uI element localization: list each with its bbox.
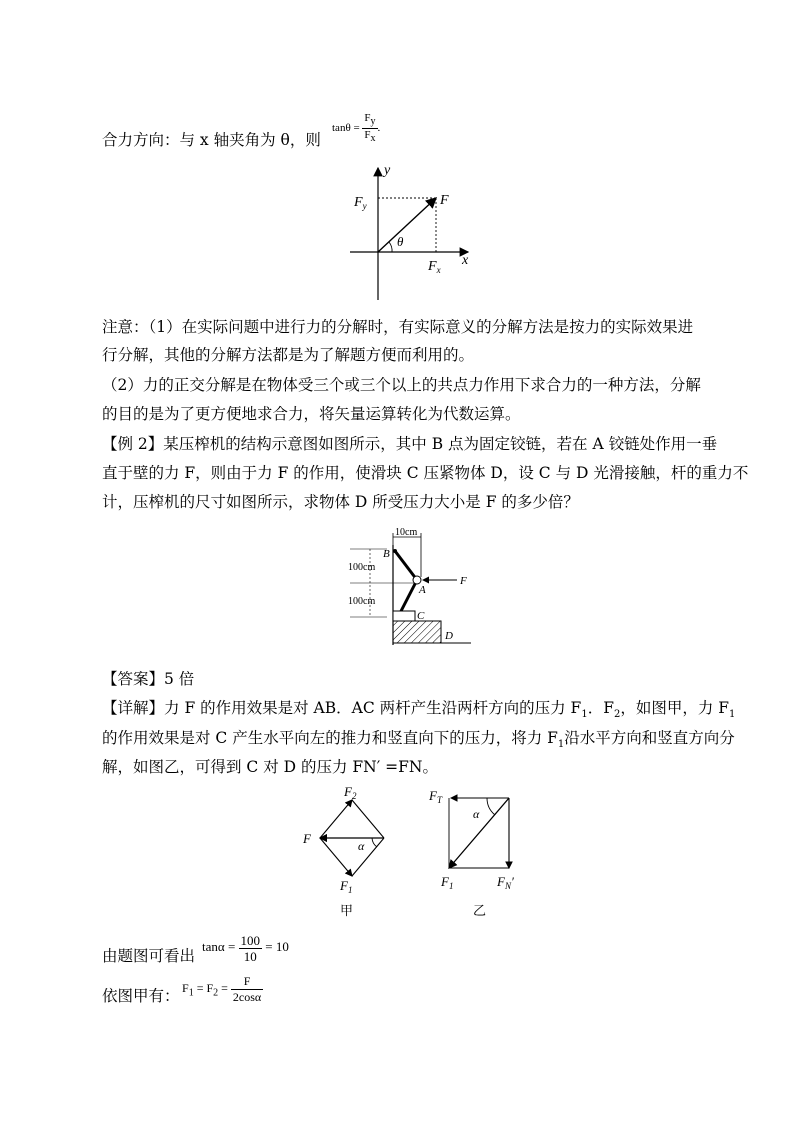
detail-line-3: 解，如图乙，可得到 C 对 D 的压力 FN′ =FN。 <box>102 758 438 776</box>
example-line-1 <box>102 434 717 454</box>
eq2-f2-sub: 2 <box>213 987 219 999</box>
detail-text-2b: 沿水平方向和竖直方向分 <box>564 729 735 747</box>
fy-label: $F_y$ <box>354 195 367 211</box>
figure-jia <box>298 780 398 920</box>
label-b: B <box>383 548 390 560</box>
detail-tag: 【详解】 <box>102 699 165 717</box>
answer-value: 5 倍 <box>164 670 195 688</box>
eq1-formula <box>202 927 289 967</box>
jia-f1-label: $F_1$ <box>340 878 353 895</box>
f-label: F <box>440 193 449 208</box>
eq2-fraction <box>231 974 263 1005</box>
frac-num-sub: y <box>370 116 376 128</box>
top-dim-label: 10cm <box>395 527 418 538</box>
detail-line-2 <box>102 728 735 755</box>
frac-den-sub: x <box>370 133 376 145</box>
yi-alpha-arc <box>487 798 495 815</box>
detail-text-1a: 力 F 的作用效果是对 AB．AC 两杆产生沿两杆方向的压力 F <box>164 699 582 717</box>
direction-text <box>102 130 321 150</box>
yi-alpha-label: α <box>473 807 480 821</box>
note-line-2: 行分解，其他的分解方法都是为了解题方便而利用的。 <box>102 346 475 364</box>
direction-label: 合力方向：与 x 轴夹角为 θ，则 <box>102 131 321 149</box>
jia-force-f2 <box>320 800 352 838</box>
eq1-lhs: tanα = <box>202 939 236 954</box>
frac-den: F <box>364 129 371 142</box>
example-text-1: 某压榨机的结构示意图如图所示，其中 B 点为固定铰链，若在 A 铰链处作用一垂 <box>163 435 718 453</box>
label-c: C <box>417 610 425 622</box>
fx-label: $F_x$ <box>428 259 441 275</box>
example-line-3: 计，压榨机的尺寸如图所示，求物体 D 所受压力大小是 F 的多少倍？ <box>102 493 579 511</box>
eq1-rhs: = 10 <box>265 939 289 954</box>
detail-text-1c: ，如图甲，力 F <box>620 699 730 717</box>
label-f: F <box>460 575 467 587</box>
answer-line <box>102 669 194 689</box>
jia-f-label: F <box>303 831 311 846</box>
tan-theta-lhs: tanθ = <box>332 122 360 135</box>
eq2-f1-sub: 1 <box>188 987 194 999</box>
detail-text-1b: ．F <box>587 699 614 717</box>
jia-alpha-label: α <box>358 839 365 853</box>
detail-sub-3: 1 <box>729 709 736 721</box>
jia-alpha-arc <box>372 838 377 847</box>
yi-fn-label: $F_N'$ <box>497 874 514 891</box>
eq2-eq: = <box>218 981 228 995</box>
yi-ft-label: $F_T$ <box>429 788 442 805</box>
detail-sub-2: 2 <box>613 709 621 721</box>
x-axis-label: x <box>462 253 469 268</box>
answer-tag: 【答案】 <box>102 670 165 688</box>
figure-yi <box>425 780 535 920</box>
eq2-formula <box>182 968 263 1013</box>
hinge-a <box>413 576 421 584</box>
detail-sub-1: 1 <box>581 709 588 721</box>
note-line-4: 的目的是为了更方便地求合力，将矢量运算转化为代数运算。 <box>102 405 521 423</box>
detail-sub-4: 1 <box>557 739 565 751</box>
force-f-vector <box>378 198 436 252</box>
y-axis-label: y <box>384 163 391 178</box>
press-machine-figure <box>345 525 475 650</box>
force-decomposition-figure <box>340 160 490 305</box>
example-line-2: 直于壁的力 F，则由于力 F 的作用，使滑块 C 压紧物体 D，设 C 与 D 光滑接触，杆的重力不 <box>102 464 749 482</box>
jia-force-f1 <box>320 838 352 876</box>
slider-c <box>393 611 415 621</box>
object-d <box>393 621 441 643</box>
jia-edge-bottom-right <box>352 838 384 876</box>
note-line-1: 注意：（1）在实际问题中进行力的分解时，有实际意义的分解方法是按力的实际效果进 <box>102 318 694 336</box>
yi-caption: 乙 <box>473 903 487 918</box>
jia-caption: 甲 <box>340 903 354 918</box>
tan-theta-fraction <box>362 112 377 145</box>
eq2-f2: = F <box>193 981 214 995</box>
eq1-den: 10 <box>239 948 263 964</box>
eq1-num: 100 <box>240 932 261 948</box>
detail-line-1 <box>102 698 735 725</box>
tan-theta-tail: . <box>377 122 381 135</box>
label-a: A <box>419 584 426 596</box>
label-d: D <box>445 630 453 642</box>
rod-ac <box>399 580 417 615</box>
dim-label-2: 100cm <box>348 596 376 607</box>
dim-label-1: 100cm <box>348 562 376 573</box>
eq2-den: 2cosα <box>232 989 262 1004</box>
hinge-b <box>393 549 397 553</box>
tan-theta-formula <box>332 112 380 145</box>
detail-text-2a: 的作用效果是对 C 产生水平向左的推力和竖直向下的压力，将力 F <box>102 729 558 747</box>
yi-f1-label: $F_1$ <box>441 874 454 891</box>
frac-num: F <box>364 112 371 124</box>
eq2-num: F <box>243 973 251 988</box>
example-tag: 【例 2】 <box>102 435 164 453</box>
theta-arc <box>389 242 392 252</box>
rod-ab <box>395 551 417 580</box>
eq1-fraction <box>239 933 263 964</box>
jia-f2-label: $F_2$ <box>344 784 357 801</box>
eq2-f1: F <box>182 981 189 995</box>
eq1-lead: 由题图可看出 <box>102 947 196 965</box>
theta-label: θ <box>397 234 404 249</box>
note-line-3: （2）力的正交分解是在物体受三个或三个以上的共点力作用下求合力的一种方法，分解 <box>102 376 701 394</box>
eq2-lead: 依图甲有： <box>102 987 180 1005</box>
jia-edge-top-right <box>352 800 384 838</box>
